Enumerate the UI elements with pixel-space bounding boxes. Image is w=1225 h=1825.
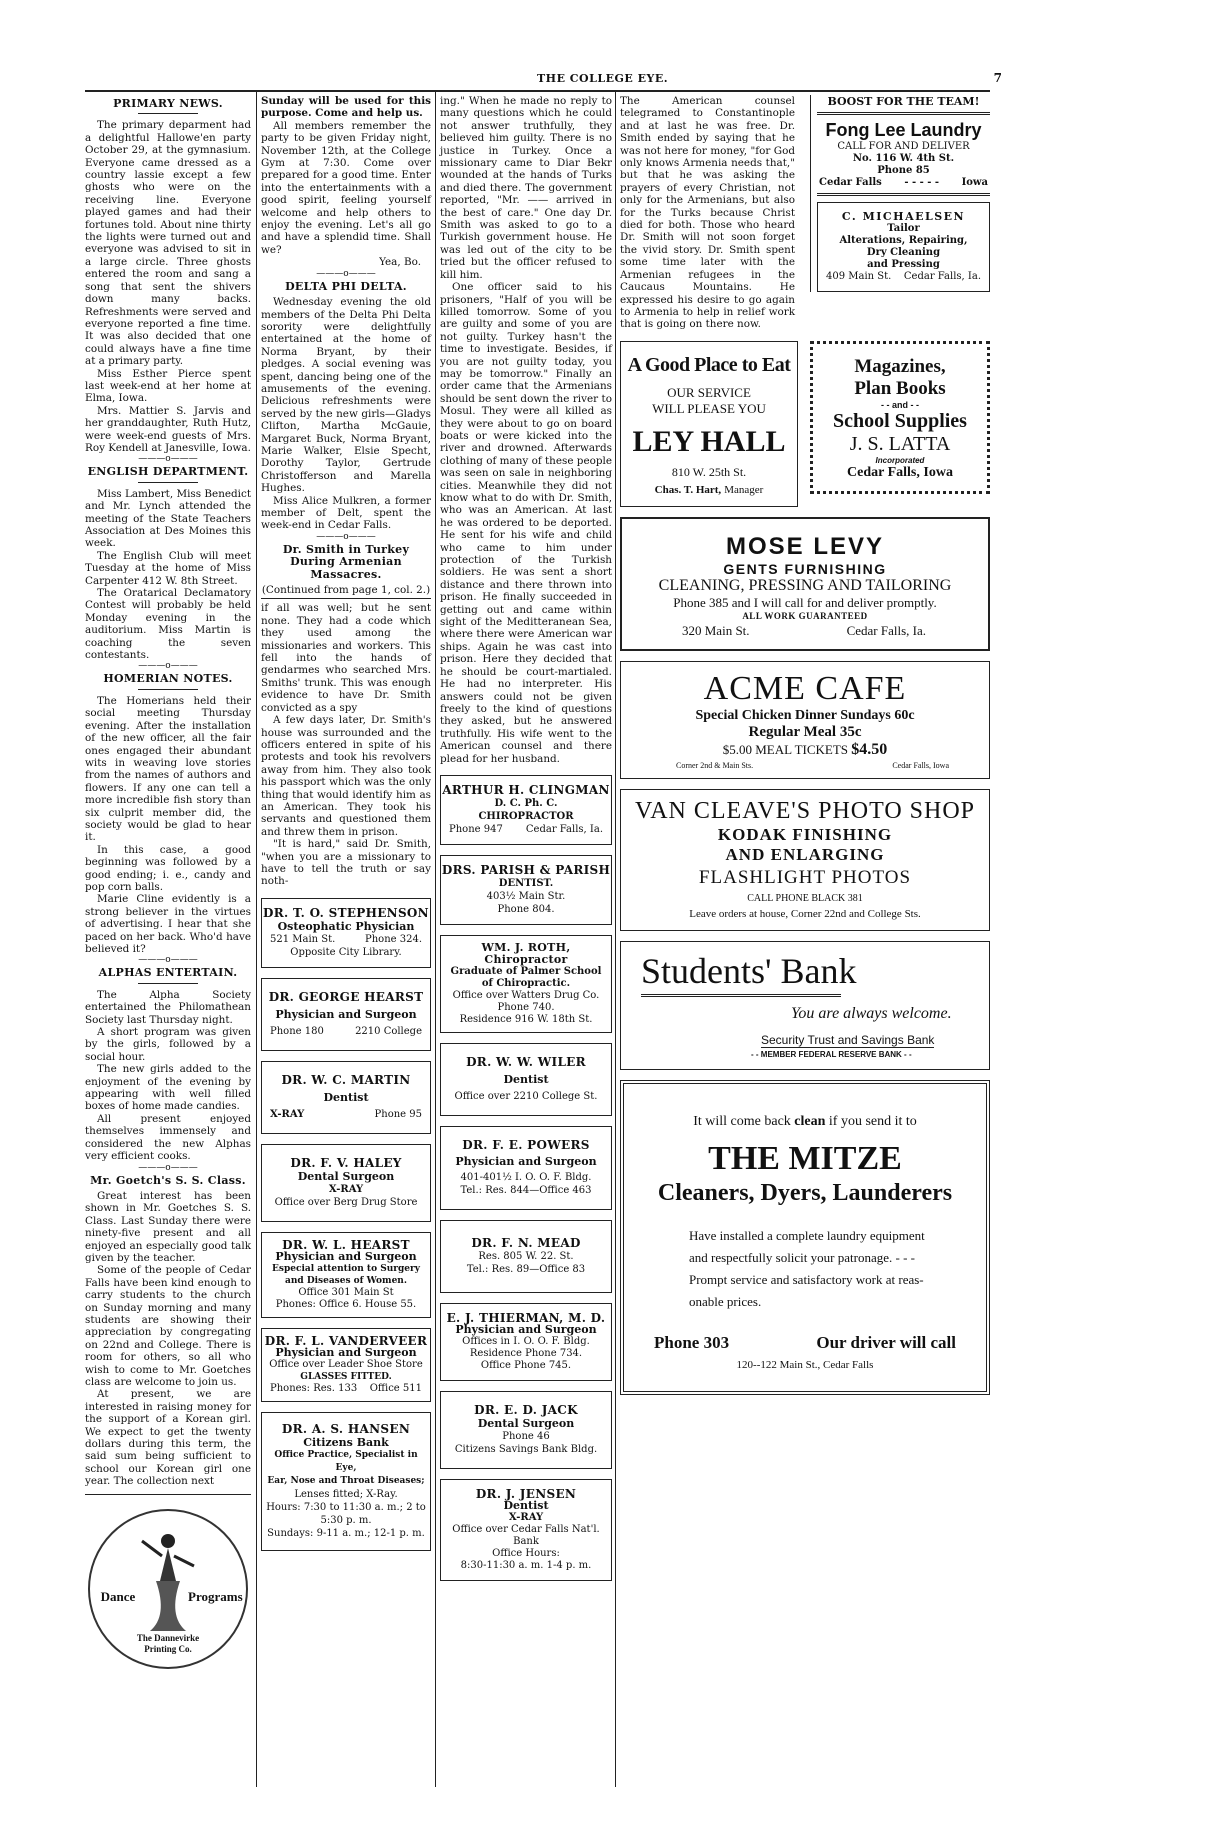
card-name: DR. T. O. STEPHENSON xyxy=(263,905,429,920)
latta-name: J. S. LATTA xyxy=(849,432,951,455)
article-paragraph: Marie Cline evidently is a strong believer in the virtues of advertising. I hear that she paced on her back. Who'd have believed it? xyxy=(85,893,251,955)
card-name: DR. E. D. JACK xyxy=(474,1402,578,1417)
card-line: Phones: Office 6. House 55. xyxy=(275,1298,417,1310)
van-cleave-line: AND ENLARGING xyxy=(725,844,885,864)
separator: ———o——— xyxy=(138,661,198,672)
separator: ———o——— xyxy=(316,531,376,542)
card-line: and Diseases of Women. xyxy=(285,1275,407,1286)
latta-line: Magazines, xyxy=(854,355,946,377)
masthead-rule xyxy=(85,90,990,92)
students-bank-name: Students' Bank xyxy=(641,950,857,991)
article-paragraph: All members remember the party to be given Friday night, November 12th, at the College Gym at 7:30. Come over prepared for a good time. Enter into the entertainments with a good spirit, feeling yourself welcome and help others to enjoy the evening. Let's all go and have a splendid time. Shall we? xyxy=(261,119,431,256)
michaelsen-address: 409 Main St. xyxy=(826,271,892,282)
card-line: Sundays: 9-11 a. m.; 12-1 p. m. xyxy=(267,1527,425,1539)
acme-cafe-line: Regular Meal 35c xyxy=(748,723,862,740)
card-title: Physician and Surgeon xyxy=(275,1007,417,1021)
column-1 xyxy=(85,98,251,1495)
card-line: Office Phone 745. xyxy=(480,1359,572,1371)
article-paragraph: At present, we are interested in raising money for the support of a Korean girl. We expect to get the twenty dollars during this term, the said sum being sufficient to school our Korean girl one year. The collection next xyxy=(85,1388,251,1488)
van-cleave-line: KODAK FINISHING xyxy=(717,824,893,844)
card-title: Graduate of Palmer School xyxy=(450,965,602,977)
business-card xyxy=(261,978,431,1051)
card-address: 2210 College xyxy=(355,1025,422,1037)
card-xray: X-RAY xyxy=(270,1108,305,1120)
business-card xyxy=(261,1061,431,1134)
continued-note: (Continued from page 1, col. 2.) xyxy=(261,584,431,597)
michaelsen-ad xyxy=(817,202,990,292)
rule xyxy=(817,112,990,115)
card-title: Dentist xyxy=(503,1072,549,1086)
acme-cafe-price: $4.50 xyxy=(851,740,888,758)
card-name: WM. J. ROTH, Chiropractor xyxy=(481,940,571,966)
column-4-wrap xyxy=(620,95,990,1395)
card-line: of Chiropractic. xyxy=(481,977,571,989)
card-office: Office 511 xyxy=(369,1382,422,1394)
column-3 xyxy=(440,95,612,765)
card-line: Hours: 7:30 to 11:30 a. m.; 2 to xyxy=(266,1501,426,1513)
rule xyxy=(138,983,198,984)
rule xyxy=(817,193,990,196)
column-divider xyxy=(435,92,436,1787)
acme-cafe-line: $5.00 MEAL TICKETS xyxy=(722,741,849,757)
fong-lee-city: Cedar Falls xyxy=(819,177,882,188)
students-bank-ad xyxy=(620,941,990,1070)
mitze-line: and respectfully solicit your patronage. - - - xyxy=(689,1249,915,1265)
business-card xyxy=(440,935,612,1033)
heading-dr-smith: Dr. Smith in Turkey During Armenian Massacres. xyxy=(282,542,410,581)
article-paragraph: Miss Esther Pierce spent last week-end at her home at Elma, Iowa. xyxy=(85,367,251,405)
card-phone: Phone 95 xyxy=(374,1108,422,1120)
mose-levy-line: GENTS FURNISHING xyxy=(723,560,887,577)
van-cleave-line: FLASHLIGHT PHOTOS xyxy=(698,866,912,888)
ley-hall-address: 810 W. 25th St. xyxy=(671,464,747,479)
latta-incorporated: Incorporated xyxy=(875,455,925,465)
separator: ———o——— xyxy=(138,1162,198,1173)
boost-banner: BOOST FOR THE TEAM! xyxy=(827,95,980,108)
signoff: Yea, Bo. xyxy=(379,256,421,269)
business-card xyxy=(440,1391,612,1469)
card-line: 8:30-11:30 a. m. 1-4 p. m. xyxy=(460,1559,592,1571)
mitze-services: Cleaners, Dyers, Launderers xyxy=(657,1179,953,1206)
ley-hall-ad xyxy=(620,341,798,507)
business-card xyxy=(261,1144,431,1222)
article-paragraph: Miss Alice Mulkren, a former member of Delt, spent the week-end in Cedar Falls. xyxy=(261,494,431,532)
business-card xyxy=(440,1220,612,1293)
card-line: Tel.: Res. 89—Office 83 xyxy=(466,1263,586,1275)
card-phone: Phone 947 xyxy=(449,823,503,835)
van-cleave-ad xyxy=(620,789,990,931)
card-title: Dentist xyxy=(503,1498,549,1512)
michaelsen-city: Cedar Falls, Ia. xyxy=(903,271,981,282)
dash-leader: - - - - - xyxy=(904,177,940,188)
card-line: 401-401½ I. O. O. F. Bldg. xyxy=(460,1171,592,1183)
card-name: DR. F. V. HALEY xyxy=(290,1155,402,1170)
business-card xyxy=(261,898,431,968)
article-paragraph: Miss Lambert, Miss Benedict and Mr. Lynch attended the meeting of the State Teachers Association at Des Moines this week. xyxy=(85,487,251,550)
card-line: Tel.: Res. 844—Office 463 xyxy=(460,1184,592,1196)
masthead-title: THE COLLEGE EYE. xyxy=(537,72,669,85)
printer-label: The Dannevirke Printing Co. xyxy=(136,1632,200,1654)
separator: ———o——— xyxy=(138,454,198,465)
fong-lee-phone: Phone 85 xyxy=(877,165,930,176)
rule xyxy=(138,689,198,690)
card-line: GLASSES FITTED. xyxy=(300,1371,392,1382)
article-paragraph: The Alpha Society entertained the Philomathean Society last Thursday night. xyxy=(85,988,251,1026)
card-name: DR. W. C. MARTIN xyxy=(281,1072,411,1087)
article-paragraph: Mrs. Mattier S. Jarvis and her granddaughter, Ruth Hutz, were week-end guests of Mrs. Roy Kendell at Janesville, Iowa. xyxy=(85,404,251,454)
mose-levy-ad xyxy=(620,517,990,651)
article-paragraph: One officer said to his prisoners, "Half of you will be killed tomorrow. Some of you are guilty and some of you are not guilty. Turkey hasn't the time to investigate. Besides, if you are not guilty today, you may be tomorrow." Finally an order came that the Armenians should be sent down the river to Mosul. They were all killed as they were about to go on board boats or were kicked into the river and drowned. Afterwards clothing of many of these people was seen on sale in neighboring cities. Meanwhile they did not know what to do with Dr. Smith, who was an American. At last he was ordered to be deported. He sent for his wife and child who came to him under protection of the Turkish soldiers. He was sent a short distance and there thrown into prison. He finally succeeded in getting out and came within sight of the Meditteranean Sea, where there were American war ships. Again he was cast into prison. Here they decided that he should be court-martialed. He had no interpreter. His answers could not be given freely to the kind of questions they asked, but he answered truthfully. His wife went to the American counsel and there plead for her husband. xyxy=(440,281,612,765)
article-paragraph: A short program was given by the girls, followed by a social hour. xyxy=(85,1026,251,1063)
card-name: E. J. THIERMAN, M. D. xyxy=(446,1310,606,1325)
card-line: Office over Berg Drug Store xyxy=(274,1196,418,1208)
card-line: Phone 804. xyxy=(497,903,555,915)
card-line: Lenses fitted; X-Ray. xyxy=(294,1488,398,1500)
fong-lee-ad xyxy=(817,119,990,189)
mitze-line: Prompt service and satisfactory work at reas- xyxy=(689,1271,924,1287)
business-card xyxy=(261,1232,431,1318)
article-paragraph: Wednesday evening the old members of the Delta Phi Delta sorority were delightfully entertained at the home of Norma Bryant, by their pledges. A social evening was spent, dancing being one of the amusements of the evening. Delicious refreshments were served by the new girls—Gladys Clifton, Martha McGauie, Margaret Buck, Norma Bryant, Marie Walker, Elsie Specht, Dorothy Taylor, Gertrude Christofferson and Marella Hughes. xyxy=(261,296,431,495)
card-title: Physician and Surgeon xyxy=(275,1345,417,1359)
mitze-line: Have installed a complete laundry equipment xyxy=(689,1227,925,1243)
article-paragraph: Sunday will be used for this purpose. Come and help us. xyxy=(261,95,431,120)
article-paragraph: Some of the people of Cedar Falls have been kind enough to carry students to the church on Sunday morning and many students are showing their appreciation by congregating on 22nd and College. There is room for others, so all who wish to come to Mr. Goetches class are welcome to join us. xyxy=(85,1264,251,1388)
ley-hall-line: OUR SERVICE xyxy=(667,384,751,400)
article-paragraph: ing." When he made no reply to many questions which he could not answer truthfully, they believed him guilty. There is no justice in Turkey. Once a missionary came to Diar Bekr wounded at the hands of Turks and died there. The government reported, "Mr. —— arrived in the best of care." One day Dr. Smith was asked to go to a Turkish government house. He was led out of the city to be tried but the officer refused to kill him. xyxy=(440,95,612,281)
card-title: Physician and Surgeon xyxy=(275,1249,417,1263)
card-line: Office Hours: xyxy=(492,1547,560,1559)
card-line: X-RAY xyxy=(508,1511,544,1523)
mitze-line: onable prices. xyxy=(689,1293,762,1309)
heading-delta-phi-delta: DELTA PHI DELTA. xyxy=(285,279,407,293)
latta-line: School Supplies xyxy=(833,409,967,432)
article-paragraph: Great interest has been shown in Mr. Goetches S. S. Class. Last Sunday there were ninety-five present and all enjoyed an especially good talk given by the teacher. xyxy=(85,1189,251,1264)
business-card xyxy=(440,1126,612,1210)
mitze-phone: Phone 303 xyxy=(654,1332,730,1352)
column-divider xyxy=(615,92,616,1787)
mitze-driver: Our driver will call xyxy=(816,1332,956,1352)
fong-lee-name: Fong Lee Laundry xyxy=(825,120,982,140)
card-title: Dentist xyxy=(323,1090,369,1104)
card-line: 403½ Main Str. xyxy=(486,890,566,902)
boost-column xyxy=(810,95,990,292)
card-line: Office over Watters Drug Co. xyxy=(452,989,600,1001)
heading-alphas: ALPHAS ENTERTAIN. xyxy=(98,966,238,980)
article-paragraph: The American counsel telegramed to Constantinople and at last he was free. Dr. Smith ended by saying that he was not here for money, "for God only knows Armenia needs that," but that he was asking the prayers of every Christian, not only for the Armenians, but also for the Turks because Christ died for both. Those who heard Dr. Smith will not soon forget the vivid story. Dr. Smith spent some time later with the Armenian refugees in the Caucaus Mountains. He expressed his desire to go again to Armenia to help in relief work that is going on there now. xyxy=(620,95,795,331)
business-card xyxy=(440,775,612,845)
column-divider xyxy=(256,92,257,1787)
card-phone: Phone 180 xyxy=(270,1025,324,1037)
card-name: DR. J. JENSEN xyxy=(475,1486,577,1501)
rule xyxy=(138,113,198,114)
michaelsen-line: and Pressing xyxy=(867,259,940,270)
fong-lee-address: No. 116 W. 4th St. xyxy=(852,153,955,164)
card-phone: Phones: Res. 133 xyxy=(270,1382,358,1394)
ley-hall-manager-title: Manager xyxy=(724,483,764,496)
van-cleave-phone: CALL PHONE BLACK 381 xyxy=(747,892,863,904)
business-card xyxy=(440,855,612,925)
card-title: Osteophatic Physician xyxy=(277,919,415,933)
mitze-line: It will come back xyxy=(693,1113,795,1129)
fong-lee-line: CALL FOR AND DELIVER xyxy=(837,141,970,152)
heading-primary-news: PRIMARY NEWS. xyxy=(113,97,223,110)
heading-homerian-notes: HOMERIAN NOTES. xyxy=(103,672,233,686)
business-card xyxy=(440,1479,612,1581)
acme-cafe-ad xyxy=(620,661,990,779)
article-paragraph: The Oratarical Declamatory Contest will probably be held Monday evening in the auditorium. Miss Martin is coaching the seven contestants. xyxy=(85,587,251,662)
card-line: Office over Cedar Falls Nat'l. Bank xyxy=(452,1523,600,1547)
mitze-ad xyxy=(620,1080,990,1395)
rule xyxy=(261,598,431,599)
card-name: DR. W. L. HEARST xyxy=(282,1237,410,1252)
michaelsen-line: Dry Cleaning xyxy=(866,247,941,258)
business-card xyxy=(440,1303,612,1381)
card-name: ARTHUR H. CLINGMAN xyxy=(442,782,610,797)
acme-cafe-line: Special Chicken Dinner Sundays 60c xyxy=(695,707,915,723)
page-number: 7 xyxy=(993,71,1002,85)
card-name: DR. W. W. WILER xyxy=(466,1054,586,1069)
article-paragraph: The primary deparment had a delightful Hallowe'en party October 29, at the gymnasium. Everyone came dressed as a country lassie except a few ghosts who were on the receiving line. Everyone played games and had their fortunes told. About nine thirty the lights were turned out and everyone was advised to sit in a large circle. Three ghosts entered the room and sang a song that sent the shivers down many backs. Refreshments were served and everyone reported a fine time. It was also decided that one could always have a fine time at a primary party. xyxy=(85,119,251,368)
card-line: CHIROPRACTOR xyxy=(478,810,574,822)
heading-goetch: Mr. Goetch's S. S. Class. xyxy=(90,1173,246,1187)
article-paragraph: All present enjoyed themselves immensely and considered the new Alphas very efficient cooks. xyxy=(85,1112,251,1163)
card-title: Dental Surgeon xyxy=(297,1169,395,1183)
separator: ———o——— xyxy=(316,268,376,279)
card-line: Residence 916 W. 18th St. xyxy=(459,1013,593,1025)
mose-levy-city: Cedar Falls, Ia. xyxy=(846,622,926,638)
masthead xyxy=(255,71,1002,88)
michaelsen-name: C. MICHAELSEN xyxy=(841,210,966,223)
card-line: Opposite City Library. xyxy=(290,946,402,958)
dance-programs-ad xyxy=(88,1509,248,1669)
card-name: DR. F. L. VANDERVEER xyxy=(264,1333,428,1348)
article-paragraph: In this case, a good beginning was followed by a good ending; i. e., candy and pop corn balls. xyxy=(85,843,251,893)
column-2 xyxy=(261,95,431,888)
ley-hall-headline: A Good Place to Eat xyxy=(627,353,791,376)
students-bank-tagline: You are always welcome. xyxy=(791,1004,952,1022)
card-title: Dental Surgeon xyxy=(477,1416,575,1430)
business-card xyxy=(261,1412,431,1551)
card-name: DR. GEORGE HEARST xyxy=(268,989,424,1004)
latta-city: Cedar Falls, Iowa xyxy=(847,464,953,480)
card-title: Physician and Surgeon xyxy=(455,1322,597,1336)
mose-levy-line: ALL WORK GUARANTEED xyxy=(742,610,868,621)
latta-line: Plan Books xyxy=(854,377,946,399)
acme-cafe-corner: Corner 2nd & Main Sts. xyxy=(676,760,754,770)
acme-cafe-name: ACME CAFE xyxy=(703,669,907,707)
card-line: Citizens Savings Bank Bldg. xyxy=(454,1443,598,1455)
latta-line: - - and - - xyxy=(881,399,919,410)
mose-levy-address: 320 Main St. xyxy=(682,622,750,638)
column-1-wrap xyxy=(85,95,251,1669)
michaelsen-line: Alterations, Repairing, xyxy=(839,235,968,246)
card-line: Office over 2210 College St. xyxy=(454,1090,598,1102)
card-title: DENTIST. xyxy=(498,877,554,889)
ley-hall-line: WILL PLEASE YOU xyxy=(652,400,766,416)
article-paragraph: if all was well; but he sent none. They had a code which they used among the missionaries and workers. This fell into the hands of gendarmes who searched Mrs. Smiths' trunk. This was enough evidence to have Dr. Smith convicted as a spy xyxy=(261,602,431,714)
article-paragraph: "It is hard," said Dr. Smith, "when you are a missionary to have to tell the truth or say noth- xyxy=(261,838,431,888)
latta-ad xyxy=(810,341,990,494)
van-cleave-name: VAN CLEAVE'S PHOTO SHOP xyxy=(634,797,976,824)
mose-levy-name: MOSE LEVY xyxy=(725,532,885,560)
mitze-clean: clean xyxy=(794,1113,826,1129)
acme-cafe-city: Cedar Falls, Iowa xyxy=(892,760,949,770)
card-title: Citizens Bank xyxy=(303,1435,389,1449)
heading-english-department: ENGLISH DEPARTMENT. xyxy=(87,465,249,479)
card-title: Physician and Surgeon xyxy=(455,1154,597,1168)
card-name: DR. F. N. MEAD xyxy=(471,1235,581,1250)
column-4 xyxy=(620,95,795,331)
card-line: Residence Phone 734. xyxy=(469,1347,583,1359)
article-paragraph: The English Club will meet Tuesday at the home of Miss Carpenter 412 W. 8th Street. xyxy=(85,549,251,587)
card-line: Office Practice, Specialist in Eye, xyxy=(274,1449,418,1473)
card-line: Ear, Nose and Throat Diseases; xyxy=(267,1475,425,1486)
article-paragraph: The new girls added to the enjoyment of the evening by appearing with well filled boxes of home made candies. xyxy=(85,1063,251,1113)
card-line: Office 301 Main St xyxy=(298,1286,394,1298)
fong-lee-state: Iowa xyxy=(961,177,988,188)
card-line: Phone 46 xyxy=(502,1430,550,1442)
rule xyxy=(641,994,841,997)
ley-latta-row xyxy=(620,331,990,507)
card-line: X-RAY xyxy=(328,1183,364,1195)
mose-levy-line: CLEANING, PRESSING AND TAILORING xyxy=(658,576,952,594)
card-name: DRS. PARISH & PARISH xyxy=(441,862,611,877)
michaelsen-line: Tailor xyxy=(887,223,920,234)
column-2-wrap xyxy=(261,95,431,1551)
ley-hall-name: LEY HALL xyxy=(632,424,786,458)
separator: ———o——— xyxy=(138,955,198,966)
card-address: 521 Main St. xyxy=(270,933,336,945)
card-line: Res. 805 W. 22. St. xyxy=(478,1250,574,1262)
mose-levy-line: Phone 385 and I will call for and deliver promptly. xyxy=(673,594,937,610)
card-line: Offices in I. O. O. F. Bldg. xyxy=(462,1335,590,1347)
federal-reserve-member: - - MEMBER FEDERAL RESERVE BANK - - xyxy=(751,1049,912,1059)
rule xyxy=(138,482,198,483)
mitze-line: if you send it to xyxy=(825,1113,917,1129)
column-3-wrap xyxy=(440,95,612,1581)
business-card xyxy=(261,1328,431,1402)
programs-label: Programs xyxy=(188,1588,243,1604)
card-title: D. C. Ph. C. xyxy=(494,797,558,809)
card-line: Office over Leader Shoe Store xyxy=(269,1358,423,1370)
security-trust-name: Security Trust and Savings Bank xyxy=(761,1032,935,1047)
van-cleave-line: Leave orders at house, Corner 22nd and College Sts. xyxy=(689,907,921,920)
article-paragraph: A few days later, Dr. Smith's house was surrounded and the officers entered in spite of his protests and took his revolvers away from him. They also took his passport which was the only thing that would identify him as an American. They took his servants and questioned them and threw them in prison. xyxy=(261,714,431,838)
mitze-address: 120--122 Main St., Cedar Falls xyxy=(736,1358,874,1371)
rule xyxy=(85,1494,251,1495)
card-name: DR. F. E. POWERS xyxy=(462,1137,590,1152)
card-phone: Phone 324. xyxy=(365,933,422,945)
mitze-name: THE MITZE xyxy=(708,1139,902,1177)
dance-label: Dance xyxy=(100,1588,136,1604)
card-address: Cedar Falls, Ia. xyxy=(525,823,603,835)
ley-hall-manager: Chas. T. Hart, xyxy=(654,483,722,496)
article-paragraph: The Homerians held their social meeting Thursday evening. After the installation of the new officer, all the fair ones engaged their abundant wits in weaving love stories from the names of authors and flowers. If any one can tell a more incredible fish story than six culprit member did, the society would be glad to hear it. xyxy=(85,694,251,844)
card-line: Phone 740. xyxy=(497,1001,555,1013)
card-name: DR. A. S. HANSEN xyxy=(281,1421,411,1436)
card-line: 5:30 p. m. xyxy=(320,1514,372,1526)
business-card xyxy=(440,1043,612,1116)
card-line: Especial attention to Surgery xyxy=(272,1263,420,1274)
